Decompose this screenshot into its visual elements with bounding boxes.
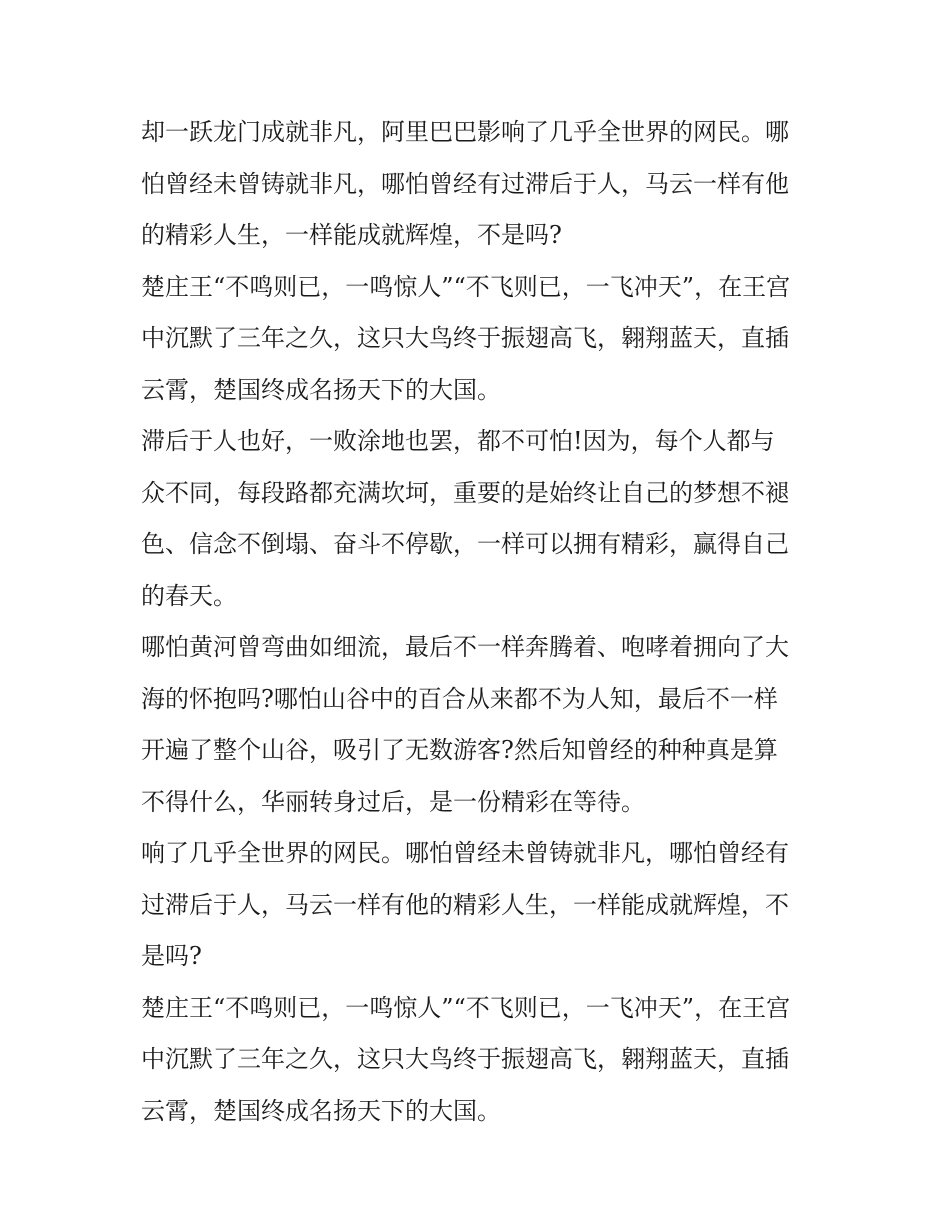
text-line: 开遍了整个山谷，吸引了无数游客?然后知曾经的种种真是算	[141, 736, 778, 764]
text-line: 不得什么，华丽转身过后，是一份精彩在等待。	[141, 787, 645, 816]
text-line: 哪怕黄河曾弯曲如细流，最后不一样奔腾着、咆哮着拥向了大	[141, 633, 789, 661]
text-line: 的精彩人生，一样能成就辉煌，不是吗?	[141, 221, 562, 249]
document-body	[141, 107, 821, 1137]
text-line: 云霄，楚国终成名扬天下的大国。	[141, 1096, 501, 1125]
text-line: 中沉默了三年之久，这只大鸟终于振翅高飞，翱翔蓝天，直插	[141, 1045, 789, 1073]
text-line: 过滞后于人，马云一样有他的精彩人生，一样能成就辉煌，不	[141, 890, 789, 919]
text-line: 是吗?	[141, 942, 202, 970]
text-line: 的春天。	[141, 581, 237, 610]
text-line: 却一跃龙门成就非凡，阿里巴巴影响了几乎全世界的网民。哪	[141, 118, 789, 146]
text-line: 众不同，每段路都充满坎坷，重要的是始终让自己的梦想不褪	[141, 478, 789, 507]
text-line: 楚庄王“不鸣则已，一鸣惊人”“不飞则已，一飞冲天”，在王宫	[141, 993, 791, 1022]
text-line: 滞后于人也好，一败涂地也罢，都不可怕!因为，每个人都与	[141, 427, 775, 455]
text-line: 云霄，楚国终成名扬天下的大国。	[141, 375, 501, 404]
text-line: 响了几乎全世界的网民。哪怕曾经未曾铸就非凡，哪怕曾经有	[141, 839, 789, 867]
text-line: 中沉默了三年之久，这只大鸟终于振翅高飞，翱翔蓝天，直插	[141, 324, 789, 352]
text-line: 楚庄王“不鸣则已，一鸣惊人”“不飞则已，一飞冲天”，在王宫	[141, 272, 791, 301]
text-line: 海的怀抱吗?哪怕山谷中的百合从来都不为人知，最后不一样	[141, 684, 778, 713]
text-line: 色、信念不倒塌、奋斗不停歇，一样可以拥有精彩，赢得自己	[141, 530, 789, 558]
text-line: 怕曾经未曾铸就非凡，哪怕曾经有过滞后于人，马云一样有他	[141, 169, 789, 198]
